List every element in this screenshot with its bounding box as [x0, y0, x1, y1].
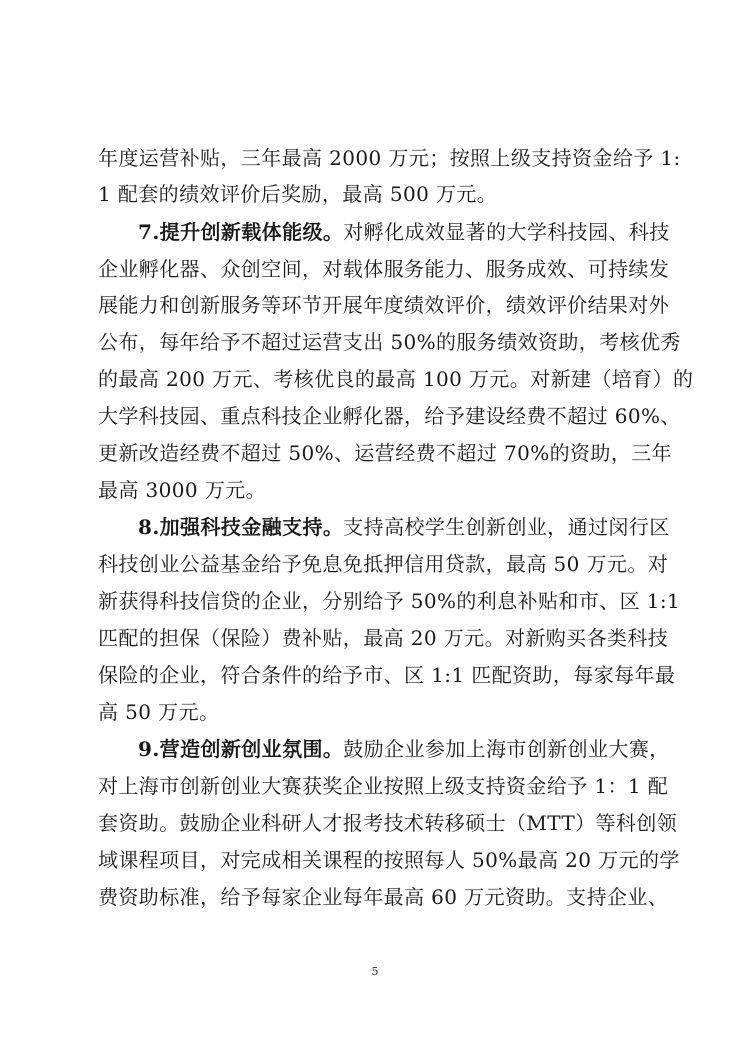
line-text: 科技创业公益基金给予免息免抵押信用贷款，最高 50 万元。对 — [98, 552, 669, 576]
line-text: 的最高 200 万元、考核优良的最高 100 万元。对新建（培育）的 — [98, 367, 694, 391]
paragraph-line — [98, 403, 681, 429]
line-text: 年度运营补贴，三年最高 2000 万元；按照上级支持资金给予 1: — [98, 146, 681, 170]
paragraph-line — [98, 440, 673, 466]
section-8-first-line — [138, 514, 670, 540]
section-7-first-line — [138, 219, 670, 245]
line-text: 对上海市创新创业大赛获奖企业按照上级支持资金给予 1：1 配 — [98, 774, 669, 798]
line-text: 域课程项目，对完成相关课程的按照每人 50%最高 20 万元的学 — [98, 848, 680, 872]
line-text: 企业孵化器、众创空间，对载体服务能力、服务成效、可持续发 — [98, 257, 670, 281]
line-text: 对孵化成效显著的大学科技园、科技 — [343, 220, 670, 244]
line-text: 1 配套的绩效评价后奖励，最高 500 万元。 — [98, 182, 498, 206]
section-8-heading: 8.加强科技金融支持。 — [138, 515, 344, 539]
line-text: 保险的企业，符合条件的给予市、区 1:1 匹配资助，每家每年最 — [98, 663, 676, 687]
paragraph-line — [98, 588, 681, 614]
paragraph-line — [98, 366, 694, 392]
paragraph-line — [98, 145, 681, 171]
paragraph-line — [98, 810, 678, 836]
section-7-heading: 7.提升创新载体能级。 — [138, 220, 344, 244]
paragraph-line — [98, 477, 658, 503]
paragraph-line — [98, 662, 676, 688]
page-number: 5 — [371, 965, 379, 978]
line-text: 匹配的担保（保险）费补贴，最高 20 万元。对新购买各类科技 — [98, 626, 669, 650]
section-9-first-line — [138, 736, 670, 762]
line-text: 新获得科技信贷的企业，分别给予 50%的利息补贴和市、区 1:1 — [98, 589, 681, 613]
paragraph-line — [98, 256, 670, 282]
paragraph-line — [98, 292, 670, 318]
paragraph-line — [98, 847, 680, 873]
paragraph-line — [98, 181, 658, 207]
line-text: 公布，每年给予不超过运营支出 50%的服务绩效资助，考核优秀 — [98, 330, 681, 354]
line-text: 鼓励企业参加上海市创新创业大赛， — [343, 737, 670, 761]
paragraph-line — [98, 773, 669, 799]
paragraph-line — [98, 625, 669, 651]
line-text: 展能力和创新服务等环节开展年度绩效评价，绩效评价结果对外 — [98, 293, 670, 317]
line-text: 费资助标准，给予每家企业每年最高 60 万元资助。支持企业、 — [98, 885, 669, 909]
line-text: 大学科技园、重点科技企业孵化器，给予建设经费不超过 60%、 — [98, 404, 681, 428]
line-text: 更新改造经费不超过 50%、运营经费不超过 70%的资助，三年 — [98, 441, 673, 465]
section-9-heading: 9.营造创新创业氛围。 — [138, 737, 344, 761]
line-text: 套资助。鼓励企业科研人才报考技术转移硕士（MTT）等科创领 — [98, 811, 678, 835]
line-text: 最高 3000 万元。 — [98, 478, 267, 502]
paragraph-line — [98, 699, 658, 725]
paragraph-line — [98, 551, 669, 577]
line-text: 高 50 万元。 — [98, 700, 220, 724]
line-text: 支持高校学生创新创业，通过闵行区 — [343, 515, 670, 539]
paragraph-line — [98, 884, 669, 910]
paragraph-line — [98, 329, 681, 355]
